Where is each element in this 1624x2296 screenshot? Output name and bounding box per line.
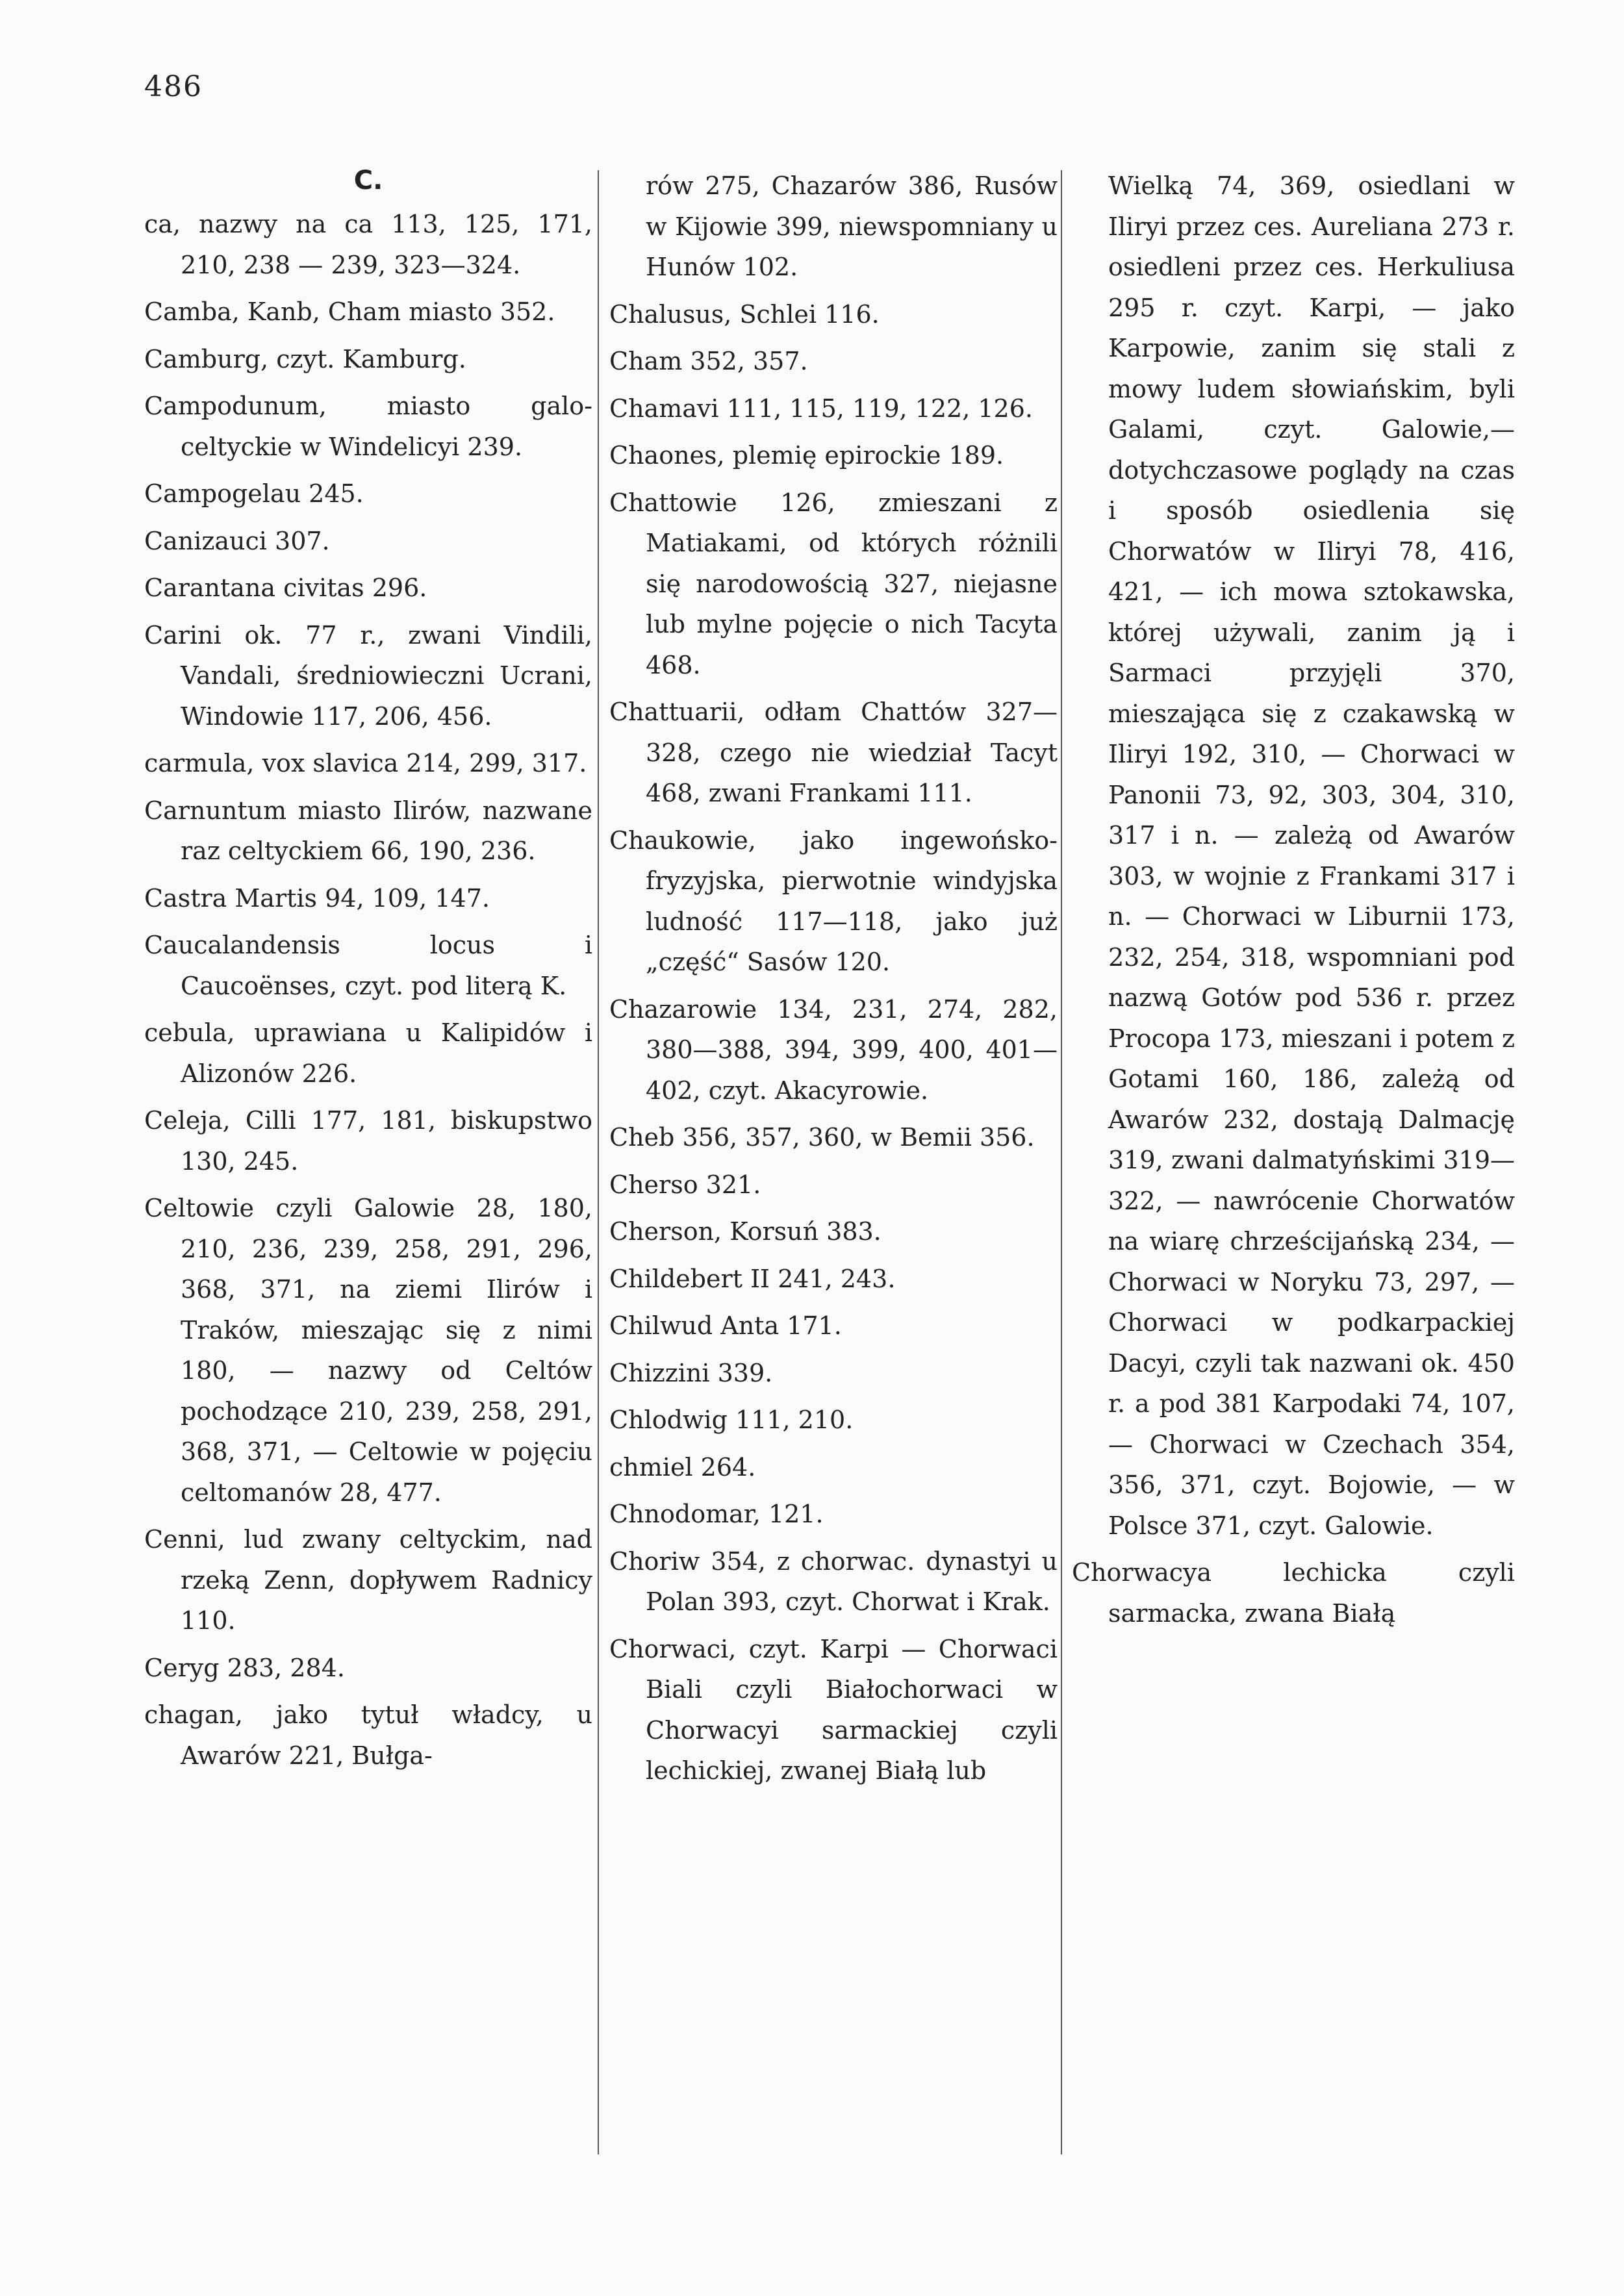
index-entry: Castra Martis 94, 109, 147. <box>144 883 490 913</box>
index-entry: Chnodomar, 121. <box>609 1500 824 1528</box>
page-number: 486 <box>144 70 203 103</box>
index-column-3 <box>1072 166 1515 1640</box>
index-entry: Canizauci 307. <box>144 526 330 555</box>
index-entry: Chaones, plemię epirockie 189. <box>609 441 1004 470</box>
index-entry: Cherso 321. <box>609 1170 761 1199</box>
index-entry: Carantana civitas 296. <box>144 574 427 602</box>
index-entry: Carini ok. 77 r., zwani Vindili, Vandali, średniowieczni Ucrani, Windowie 117, 206, 456. <box>144 620 592 731</box>
column-divider-2 <box>1061 170 1062 2154</box>
index-entry: Caucalandensis locus i Caucoënses, czyt. pod literą K. <box>144 931 592 1000</box>
index-entry: Cham 352, 357. <box>609 347 808 375</box>
index-entry: Chorwacya lechicka czyli sarmacka, zwana Białą <box>1072 1558 1515 1628</box>
index-entry: Camba, Kanb, Cham miasto 352. <box>144 297 555 326</box>
index-entry: Chorwaci, czyt. Karpi — Chorwaci Biali czyli Białochorwaci w Chorwacyi sarmackiej czyli lechickiej, zwanej Białą lub <box>609 1634 1058 1785</box>
index-entry-continuation: Wielką 74, 369, osiedlani w Iliryi przez ces. Aureliana 273 r. osiedleni przez ces. Herkuliusa 295 r. czyt. Karpi, — jako Karpowie, zanim się stali z mowy ludem słowiańskim, byli Galami, czyt. Galowie,— dotychczasowe poglądy na czas i sposób osiedlenia się Chorwatów w Iliryi 78, 416, 421, — ich mowa sztokawska, której używali, zanim ją i Sarmaci przyjęli 370, mieszająca się z czakawską w Iliryi 192, 310, — Chorwaci w Panonii 73, 92, 303, 304, 310, 317 i n. — zależą od Awarów 303, w wojnie z Frankami 317 i n. — Chorwaci w Liburnii 173, 232, 254, 318, wspomniani pod nazwą Gotów pod 536 r. przez Procopa 173, mieszani i potem z Gotami 160, 186, zależą od Awarów 232, dostają Dalmację 319, zwani dalmatyńskimi 319—322, — nawrócenie Chorwatów na wiarę chrześcijańską 234, — Chorwaci w Noryku 73, 297, — Chorwaci w podkarpackiej Dacyi, czyli tak nazwani ok. 450 r. a pod 381 Karpodaki 74, 107, — Chorwaci w Czechach 354, 356, 371, czyt. Bojowie, — w Polsce 371, czyt. Galowie. <box>1108 171 1515 1540</box>
index-column-1 <box>144 162 592 1782</box>
index-entry: Cenni, lud zwany celtyckim, nad rzeką Zenn, dopływem Radnicy 110. <box>144 1525 592 1635</box>
index-entry: Chazarowie 134, 231, 274, 282, 380—388, 394, 399, 400, 401—402, czyt. Akacyrowie. <box>609 994 1058 1105</box>
index-entry: Choriw 354, z chorwac. dynastyi u Polan 393, czyt. Chorwat i Krak. <box>609 1546 1058 1616</box>
index-entry: carmula, vox slavica 214, 299, 317. <box>144 749 587 777</box>
index-entry: Chattuarii, odłam Chattów 327—328, czego nie wiedział Tacyt 468, zwani Frankami 111. <box>609 698 1058 807</box>
index-entry: Childebert II 241, 243. <box>609 1264 896 1293</box>
column-divider-1 <box>598 170 599 2154</box>
index-entry: Chamavi 111, 115, 119, 122, 126. <box>609 394 1033 423</box>
index-entry: Celeja, Cilli 177, 181, biskupstwo 130, 245. <box>144 1106 592 1176</box>
index-entry: Chlodwig 111, 210. <box>609 1406 854 1434</box>
index-entry: chmiel 264. <box>609 1452 756 1482</box>
index-entry: chagan, jako tytuł władcy, u Awarów 221, Bułga- <box>144 1700 592 1770</box>
index-entry: Chaukowie, jako ingewońsko-fryzyjska, pierwotnie windyjska ludność 117—118, jako już „część“ Sasów 120. <box>609 826 1058 976</box>
index-entry: Camburg, czyt. Kamburg. <box>144 344 466 373</box>
index-entry: Cherson, Korsuń 383. <box>609 1217 882 1246</box>
index-entry: cebula, uprawiana u Kalipidów i Alizonów 226. <box>144 1018 592 1088</box>
index-entry: Carnuntum miasto Ilirów, nazwane raz celtyckiem 66, 190, 236. <box>144 796 592 865</box>
index-entry: Chizzini 339. <box>609 1358 773 1387</box>
index-entry-continuation: rów 275, Chazarów 386, Rusów w Kijowie 399, niewspomniany u Hunów 102. <box>646 171 1058 281</box>
index-entry: Chilwud Anta 171. <box>609 1311 842 1340</box>
index-entry: ca, nazwy na ca 113, 125, 171, 210, 238 — 239, 323—324. <box>144 210 592 279</box>
index-column-2 <box>609 166 1058 1798</box>
index-entry: Ceryg 283, 284. <box>144 1653 345 1682</box>
index-entry: Cheb 356, 357, 360, w Bemii 356. <box>609 1123 1035 1152</box>
index-entry: Campodunum, miasto galo-celtyckie w Windelicyi 239. <box>144 392 592 461</box>
index-entry: Chalusus, Schlei 116. <box>609 299 880 329</box>
index-entry: Celtowie czyli Galowie 28, 180, 210, 236, 239, 258, 291, 296, 368, 371, na ziemi Ilirów i Traków, mieszając się z nimi 180, — nazwy od Celtów pochodzące 210, 239, 258, 291, 368, 371, — Celtowie w pojęciu celtomanów 28, 477. <box>144 1194 592 1507</box>
index-entry: Campogelau 245. <box>144 479 364 508</box>
index-entry: Chattowie 126, zmieszani z Matiakami, od których różnili się narodowością 327, niejasne lub mylne pojęcie o nich Tacyta 468. <box>609 488 1058 679</box>
section-heading: C. <box>353 166 383 196</box>
